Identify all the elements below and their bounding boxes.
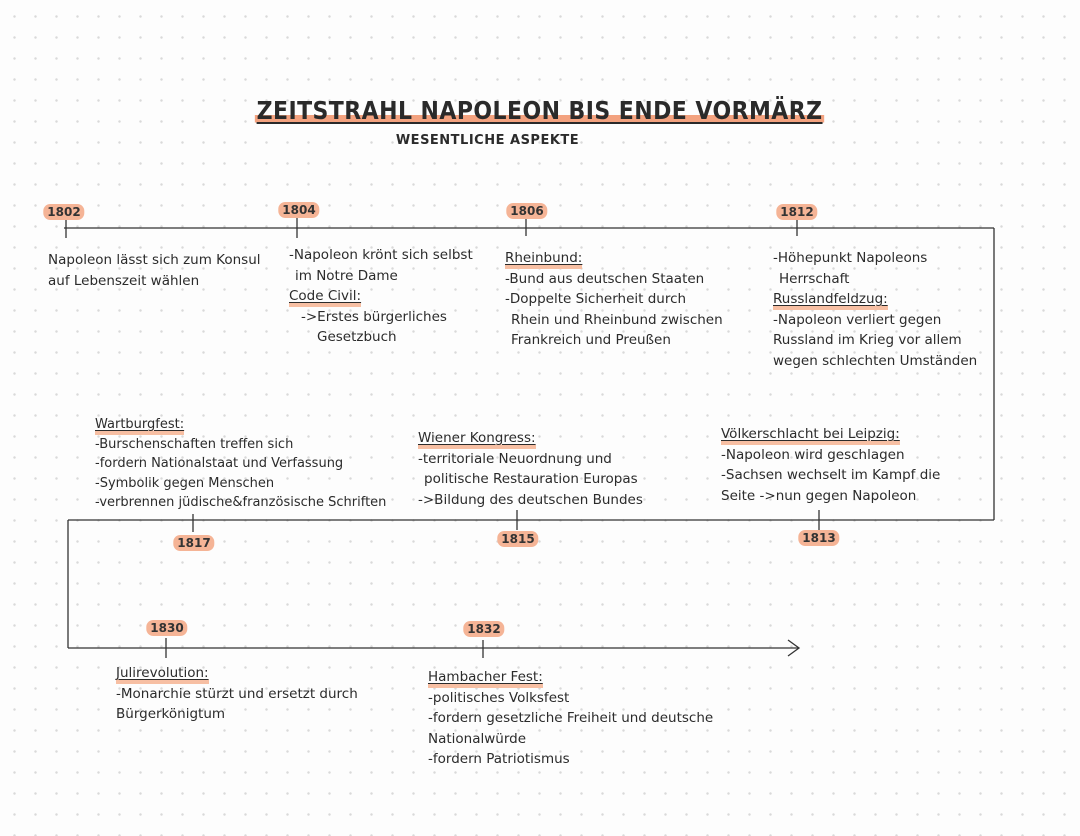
year-badge-1802: 1802 bbox=[43, 204, 84, 220]
event-1830-line: -Monarchie stürzt und ersetzt durch bbox=[116, 685, 358, 702]
event-1813-line: -Napoleon wird geschlagen bbox=[721, 446, 905, 463]
event-1832-line: -politisches Volksfest bbox=[428, 689, 570, 706]
event-1812-line: Herrschaft bbox=[779, 270, 850, 287]
event-1806-line: Frankreich und Preußen bbox=[511, 332, 671, 348]
event-1804-line: ->Erstes bürgerliches bbox=[301, 308, 447, 325]
event-1804-line: -Napoleon krönt sich selbst bbox=[289, 247, 473, 263]
event-1817-line: -fordern Nationalstaat und Verfassung bbox=[95, 456, 344, 471]
year-badge-1830: 1830 bbox=[146, 620, 187, 636]
event-1832-heading: Hambacher Fest: bbox=[428, 667, 543, 688]
event-1812-line: -Höhepunkt Napoleons bbox=[773, 250, 928, 266]
event-1832-line: Nationalwürde bbox=[428, 730, 527, 747]
event-1806-line: -Doppelte Sicherheit durch bbox=[505, 291, 687, 307]
event-1802-line: Napoleon lässt sich zum Konsul bbox=[48, 252, 261, 268]
event-1815-line: politische Restauration Europas bbox=[424, 471, 638, 487]
event-1832-line: -fordern gesetzliche Freiheit und deutsche bbox=[428, 710, 714, 726]
event-1832-line: -fordern Patriotismus bbox=[428, 751, 570, 767]
page-title-text: ZEITSTRAHL NAPOLEON BIS ENDE VORMÄRZ bbox=[257, 96, 823, 125]
event-1817 bbox=[95, 415, 386, 513]
event-1813 bbox=[721, 424, 940, 506]
event-1806-line: -Bund aus deutschen Staaten bbox=[505, 270, 705, 287]
event-1812-line: -Napoleon verliert gegen bbox=[773, 311, 942, 328]
page-subtitle: WESENTLICHE ASPEKTE bbox=[395, 133, 580, 148]
event-1812-line: wegen schlechten Umständen bbox=[773, 352, 978, 369]
event-1804-heading: Code Civil: bbox=[289, 286, 361, 307]
event-1830 bbox=[116, 663, 358, 725]
year-badge-1804: 1804 bbox=[278, 202, 319, 218]
event-1817-line: -Symbolik gegen Menschen bbox=[95, 475, 275, 491]
event-1812-line: Russland im Krieg vor allem bbox=[773, 332, 962, 348]
event-1806-heading: Rheinbund: bbox=[505, 248, 582, 269]
event-1817-line: -Burschenschaften treffen sich bbox=[95, 436, 294, 452]
year-badge-1806: 1806 bbox=[506, 203, 547, 219]
event-1812-heading: Russlandfeldzug: bbox=[773, 289, 888, 310]
event-1802-line: auf Lebenszeit wählen bbox=[48, 272, 200, 289]
event-1815-line: -territoriale Neuordnung und bbox=[418, 450, 612, 467]
event-1806-line: Rhein und Rheinbund zwischen bbox=[511, 311, 723, 328]
event-1804-line: Gesetzbuch bbox=[317, 329, 397, 345]
event-1806 bbox=[505, 248, 723, 351]
year-badge-1817: 1817 bbox=[173, 535, 214, 551]
event-1815-heading: Wiener Kongress: bbox=[418, 428, 536, 449]
event-1815-line: ->Bildung des deutschen Bundes bbox=[418, 491, 643, 508]
event-1813-line: Seite ->nun gegen Napoleon bbox=[721, 487, 917, 504]
event-1830-line: Bürgerkönigtum bbox=[116, 706, 226, 722]
event-1832 bbox=[428, 667, 713, 770]
event-1813-line: -Sachsen wechselt im Kampf die bbox=[721, 467, 941, 483]
event-1812 bbox=[773, 248, 977, 371]
year-badge-1815: 1815 bbox=[497, 531, 538, 547]
event-1813-heading: Völkerschlacht bei Leipzig: bbox=[721, 424, 900, 445]
year-badge-1832: 1832 bbox=[463, 621, 504, 637]
year-badge-1812: 1812 bbox=[776, 204, 817, 220]
event-1804 bbox=[289, 245, 473, 348]
event-1802 bbox=[48, 250, 261, 291]
year-badge-1813: 1813 bbox=[798, 530, 839, 546]
event-1830-heading: Julirevolution: bbox=[116, 663, 209, 684]
event-1804-line: im Notre Dame bbox=[295, 267, 398, 284]
event-1817-line: -verbrennen jüdische&französische Schriften bbox=[95, 495, 387, 510]
event-1815 bbox=[418, 428, 643, 510]
event-1817-heading: Wartburgfest: bbox=[95, 415, 184, 435]
